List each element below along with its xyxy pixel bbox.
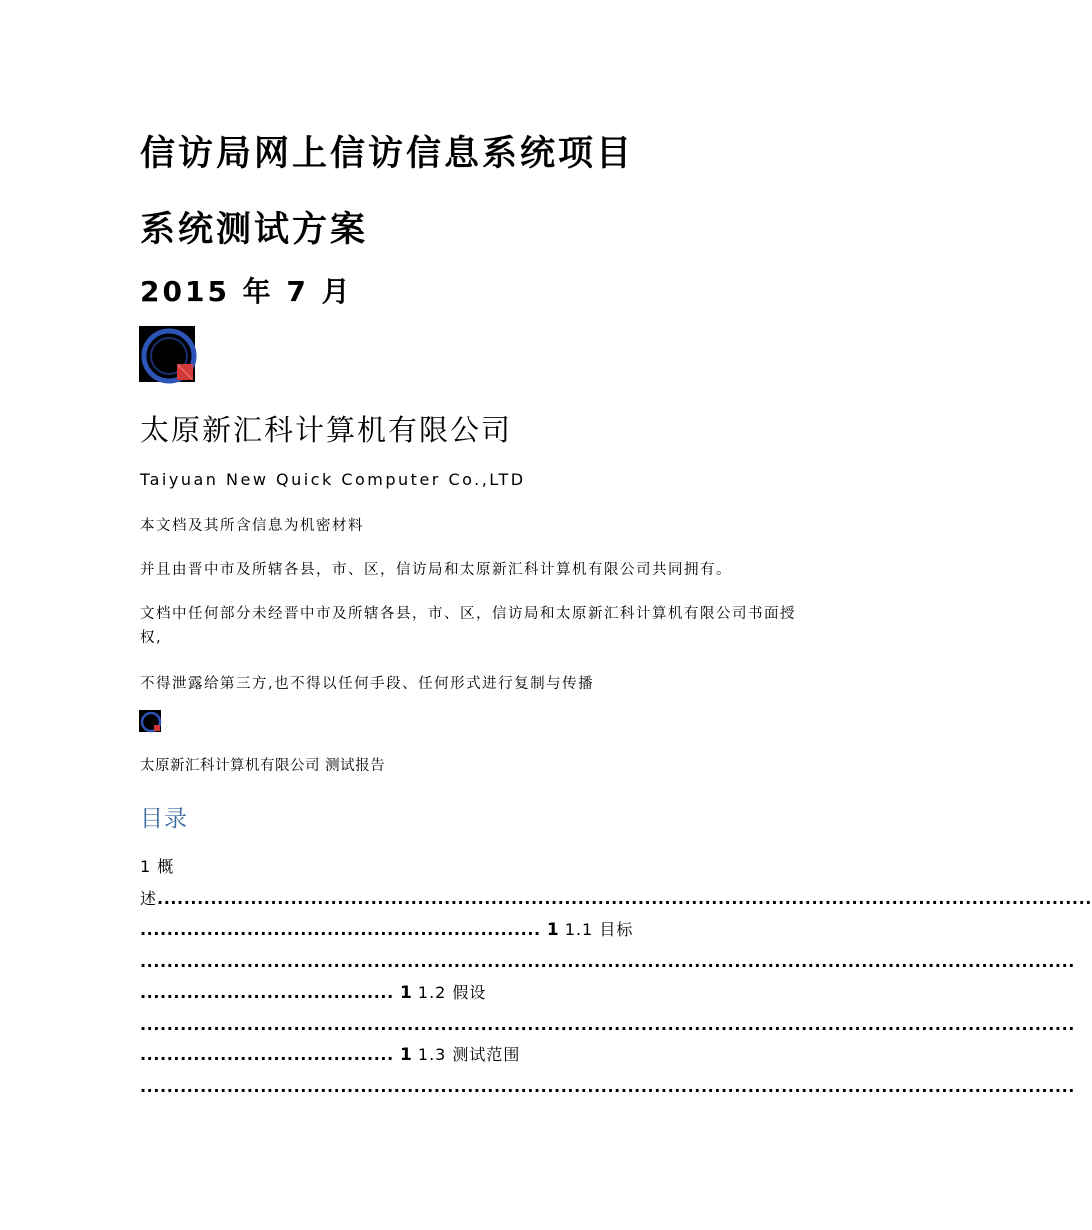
toc-leader-dots: ...................................... xyxy=(140,1045,400,1064)
toc-line[interactable] xyxy=(140,915,808,945)
company-name-en: Taiyuan New Quick Computer Co.,LTD xyxy=(140,470,526,489)
document-title-line2: 系统测试方案 xyxy=(140,210,369,250)
confidential-line: 文档中任何部分未经晋中市及所辖各县，市、区，信访局和太原新汇科计算机有限公司书面授权, xyxy=(140,606,796,646)
company-logo-icon xyxy=(139,326,195,382)
toc-entry-number: 1 概 xyxy=(140,857,175,876)
toc-page-number: 1 xyxy=(546,920,559,940)
header-logo-icon xyxy=(139,710,161,732)
toc-leader-dots: ...................................... xyxy=(140,983,400,1002)
company-name-cn: 太原新汇科计算机有限公司 xyxy=(140,413,513,447)
toc-leader-dots: ............................................................................................................................................ xyxy=(140,952,1075,971)
toc-page-number: 1 xyxy=(399,983,412,1003)
toc-entry-label: 1.2 假设 xyxy=(411,983,487,1002)
toc-line[interactable] xyxy=(140,852,808,882)
report-header: 太原新汇科计算机有限公司 测试报告 xyxy=(140,758,386,774)
toc-line[interactable] xyxy=(140,1040,808,1070)
toc-title: 目录 xyxy=(140,806,188,832)
toc-entry-label: 1.3 测试范围 xyxy=(411,1045,521,1064)
toc-leader-dots: ............................................................................................................................................ xyxy=(140,1077,1075,1096)
toc-line[interactable] xyxy=(140,978,808,1008)
toc-line[interactable] xyxy=(140,1010,1075,1040)
toc-entry-label: 述 xyxy=(140,889,158,908)
toc-leader-dots: ............................................................................................................................................ xyxy=(140,1015,1075,1034)
toc-leader-dots: ............................................................ xyxy=(140,920,547,939)
toc-page-number: 1 xyxy=(399,1045,412,1065)
toc-line[interactable] xyxy=(140,947,1075,977)
confidential-line: 不得泄露给第三方,也不得以任何手段、任何形式进行复制与传播 xyxy=(140,676,595,692)
confidential-line: 本文档及其所含信息为机密材料 xyxy=(140,518,364,534)
confidential-line: 并且由晋中市及所辖各县，市、区，信访局和太原新汇科计算机有限公司共同拥有。 xyxy=(140,562,732,578)
toc-line[interactable] xyxy=(140,884,1092,914)
toc-entry-label: 1.1 目标 xyxy=(558,920,634,939)
toc-line[interactable] xyxy=(140,1072,1075,1102)
document-date: 2015 年 7 月 xyxy=(140,275,353,308)
toc-leader-dots: ............................................................................................................................................ xyxy=(157,889,1092,908)
document-title-line1: 信访局网上信访信息系统项目 xyxy=(140,134,635,174)
